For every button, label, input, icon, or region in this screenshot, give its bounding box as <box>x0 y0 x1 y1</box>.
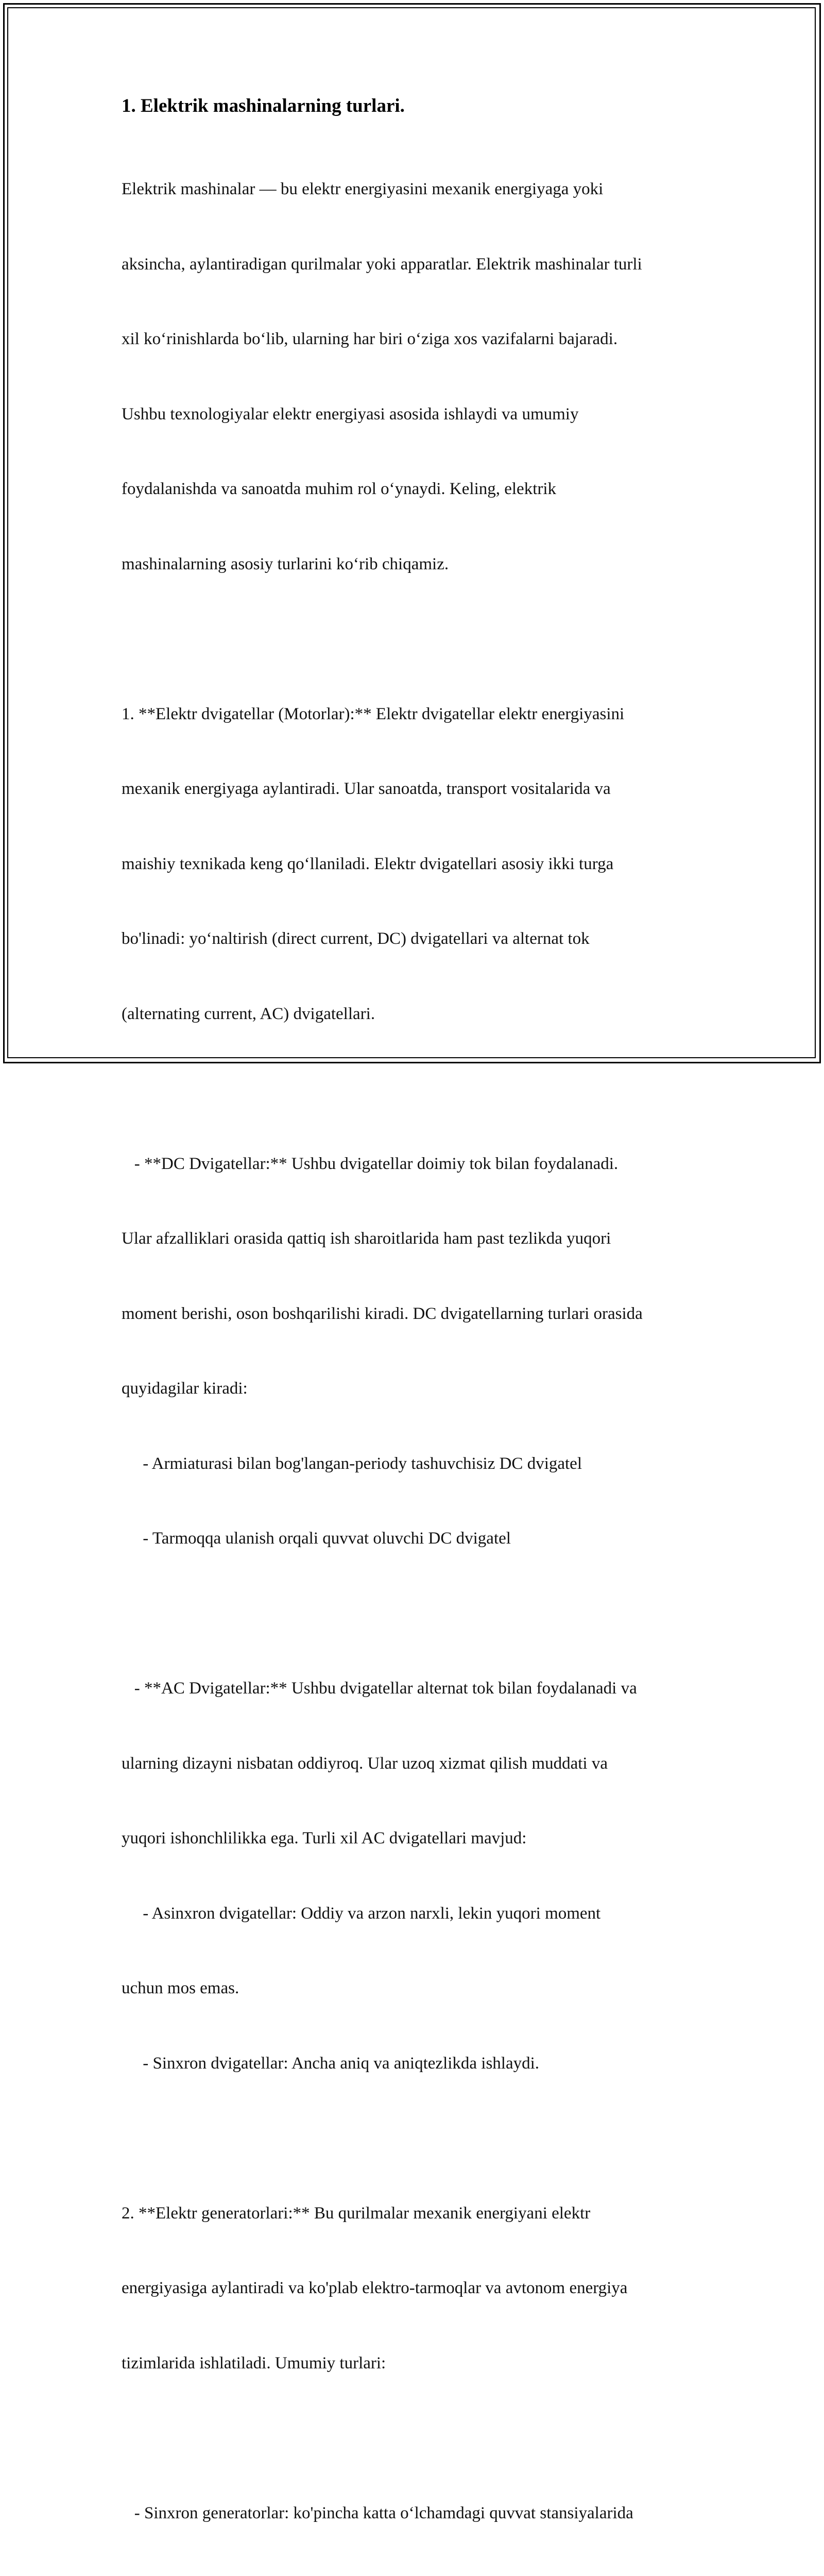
text-line: mexanik energiyaga aylantiradi. Ular sanoatda, transport vositalarida va <box>122 776 703 802</box>
text-line: - Sinxron generatorlar: ko'pincha katta oʻlchamdagi quvvat stansiyalarida <box>122 2501 703 2526</box>
text-line: 1. **Elektr dvigatellar (Motorlar):** Elektr dvigatellar elektr energiyasini <box>122 702 703 727</box>
text-line: tizimlarida ishlatiladi. Umumiy turlari: <box>122 2351 703 2376</box>
list-item: - Tarmoqqa ulanish orqali quvvat oluvchi DC dvigatel <box>122 1526 703 1551</box>
text-line: uchun mos emas. <box>122 1976 703 2001</box>
sync-generators-paragraph <box>122 2451 703 2576</box>
paragraph-gap <box>122 626 703 652</box>
motors-paragraph <box>122 652 703 1077</box>
text-line: ularning dizayni nisbatan oddiyroq. Ular uzoq xizmat qilish muddati va <box>122 1751 703 1776</box>
dc-motors-paragraph <box>122 1101 703 1601</box>
text-line: (alternating current, AC) dvigatellari. <box>122 1002 703 1027</box>
document-body <box>122 94 703 2576</box>
list-item: - Sinxron dvigatellar: Ancha aniq va aniqtezlikda ishlaydi. <box>122 2051 703 2076</box>
paragraph-gap <box>122 2126 703 2151</box>
text-line: moment berishi, oson boshqarilishi kiradi. DC dvigatellarning turlari orasida <box>122 1301 703 1327</box>
ac-motors-paragraph <box>122 1626 703 2126</box>
text-line: Ushbu texnologiyalar elektr energiyasi asosida ishlaydi va umumiy <box>122 402 703 427</box>
text-line: bo'linadi: yoʻnaltirish (direct current, DC) dvigatellari va alternat tok <box>122 926 703 952</box>
text-line: xil koʻrinishlarda boʻlib, ularning har biri oʻziga xos vazifalarni bajaradi. <box>122 327 703 352</box>
text-line: Elektrik mashinalar — bu elektr energiyasini mexanik energiyaga yoki <box>122 177 703 202</box>
text-line: maishiy texnikada keng qoʻllaniladi. Elektr dvigatellari asosiy ikki turga <box>122 852 703 877</box>
text-line: Ular afzalliklari orasida qattiq ish sharoitlarida ham past tezlikda yuqori <box>122 1226 703 1251</box>
paragraph-gap <box>122 1076 703 1101</box>
text-line: quyidagilar kiradi: <box>122 1376 703 1401</box>
text-line: foydalanishda va sanoatda muhim rol oʻynaydi. Keling, elektrik <box>122 477 703 502</box>
list-item: - Asinxron dvigatellar: Oddiy va arzon narxli, lekin yuqori moment <box>122 1901 703 1926</box>
paragraph-gap <box>122 2426 703 2451</box>
section-heading: 1. Elektrik mashinalarning turlari. <box>122 94 703 118</box>
generators-paragraph <box>122 2151 703 2426</box>
paragraph-gap <box>122 1601 703 1626</box>
intro-paragraph <box>122 127 703 626</box>
text-line: yuqori ishonchlilikka ega. Turli xil AC dvigatellari mavjud: <box>122 1826 703 1851</box>
text-line: - **DC Dvigatellar:** Ushbu dvigatellar doimiy tok bilan foydalanadi. <box>122 1151 703 1177</box>
text-line: - **AC Dvigatellar:** Ushbu dvigatellar alternat tok bilan foydalanadi va <box>122 1676 703 1701</box>
text-line: mashinalarning asosiy turlarini koʻrib chiqamiz. <box>122 552 703 577</box>
text-line: aksincha, aylantiradigan qurilmalar yoki apparatlar. Elektrik mashinalar turli <box>122 252 703 277</box>
list-item: - Armiaturasi bilan bog'langan-periody tashuvchisiz DC dvigatel <box>122 1451 703 1477</box>
text-line: 2. **Elektr generatorlari:** Bu qurilmalar mexanik energiyani elektr <box>122 2201 703 2226</box>
text-line: energiyasiga aylantiradi va ko'plab elektro-tarmoqlar va avtonom energiya <box>122 2276 703 2301</box>
